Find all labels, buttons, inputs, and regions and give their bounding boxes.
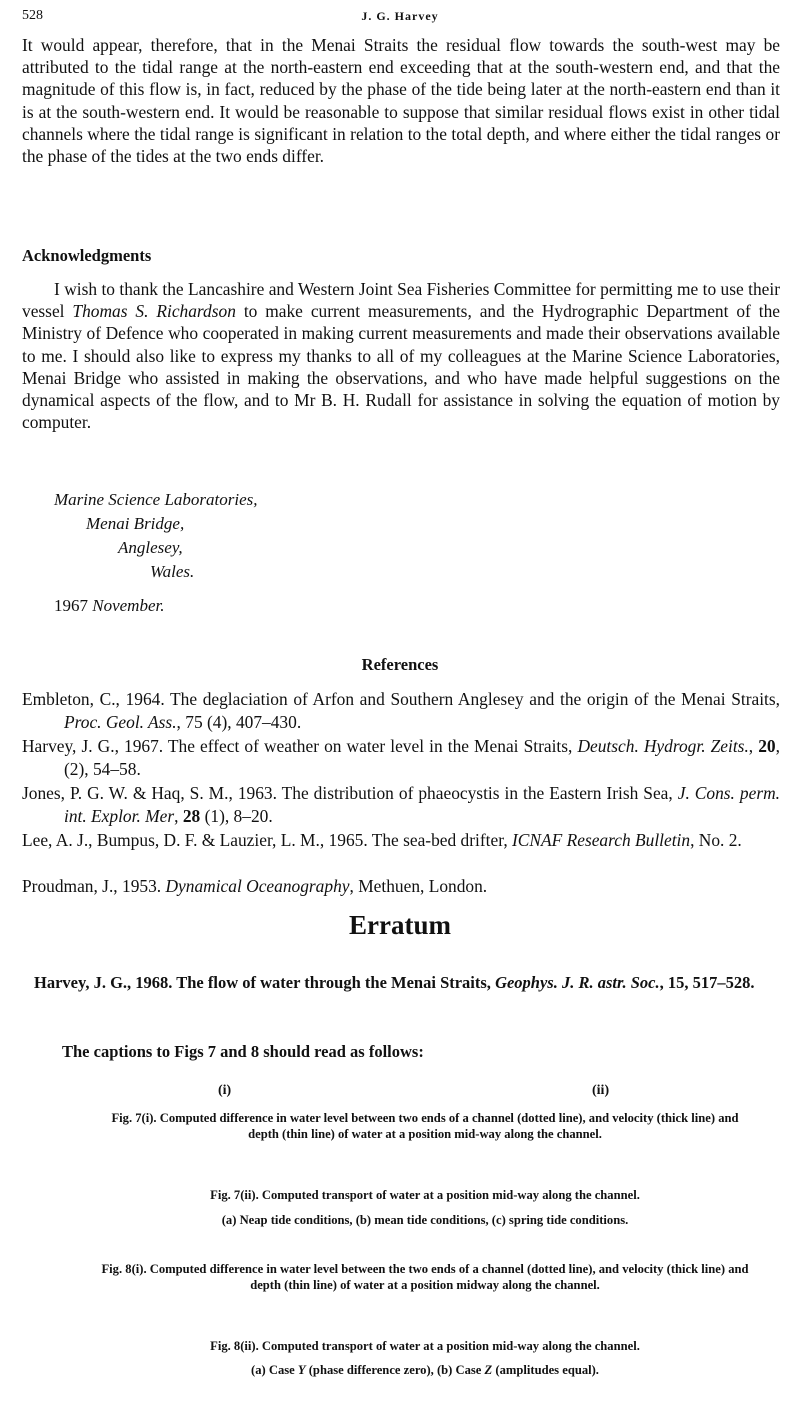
- erratum-heading: Erratum: [349, 910, 451, 940]
- ack-text-1: I wish to thank the Lancashire and Western Joint Sea Fisheries Committee for permitting me to use their vessel: [22, 279, 780, 322]
- caption-fig-7i: Fig. 7(i). Computed difference in water level between two ends of a channel (dotted line), and velocity (thick line) and depth (thin line) of water at a position mid-way along the channel.: [111, 1111, 739, 1141]
- submission-date: [54, 596, 164, 616]
- reference-item: Proudman, J., 1953. Dynamical Oceanography, Methuen, London.: [22, 876, 488, 896]
- page-number: 528: [22, 8, 43, 23]
- running-header: [22, 8, 778, 30]
- address-line-4: Wales.: [150, 562, 195, 581]
- erratum-note: The captions to Figs 7 and 8 should read as follows:: [62, 1042, 424, 1061]
- acknowledgments-heading: Acknowledgments: [22, 246, 152, 265]
- ack-text-2: to make current measurements, and the Hydrographic Department of the Ministry of Defence who cooperated in making current measurements and made their observations available to me. I should also like to express my thanks to all of my colleagues at the Marine Science Laboratories, Menai Bridge who assisted in making the observations, and who have made helpful suggestions on the dynamical aspects of the flow, and to Mr B. H. Rudall for assistance in solving the equation of motion by computer.: [22, 301, 780, 433]
- column-label-i: (i): [218, 1083, 232, 1098]
- date-year: 1967: [54, 596, 88, 615]
- date-month: November.: [92, 596, 165, 615]
- running-title: J. G. Harvey: [361, 9, 439, 23]
- acknowledgments-paragraph: [22, 278, 780, 433]
- reference-item: Jones, P. G. W. & Haq, S. M., 1963. The distribution of phaeocystis in the Eastern Irish Sea, J. Cons. perm. int. Explor. Mer, 28 (1), 8–20.: [22, 783, 780, 826]
- caption-fig-7-conditions: (a) Neap tide conditions, (b) mean tide conditions, (c) spring tide conditions.: [221, 1213, 629, 1227]
- address-line-3: Anglesey,: [118, 538, 183, 557]
- reference-journal: Dynamical Oceanography: [165, 876, 350, 896]
- column-label-ii: (ii): [592, 1083, 610, 1098]
- reference-journal: J. Cons. perm. int. Explor. Mer: [64, 783, 780, 826]
- case-variable: Y: [297, 1363, 306, 1377]
- address-line-1: Marine Science Laboratories,: [54, 490, 258, 509]
- reference-journal: ICNAF Research Bulletin: [512, 830, 691, 850]
- case-variable: Z: [484, 1363, 493, 1377]
- vessel-name: Thomas S. Richardson: [72, 301, 236, 322]
- references-heading: References: [361, 655, 439, 674]
- reference-journal: Deutsch. Hydrogr. Zeits.: [577, 736, 749, 756]
- reference-volume: 20: [758, 736, 776, 756]
- reference-volume: 28: [182, 805, 201, 826]
- reference-item: Embleton, C., 1964. The deglaciation of Arfon and Southern Anglesey and the origin of the Menai Straits, Proc. Geol. Ass., 75 (4), 407–430.: [22, 689, 780, 732]
- caption-fig-7ii: Fig. 7(ii). Computed transport of water at a position mid-way along the channel.: [210, 1188, 640, 1202]
- address-line-2: Menai Bridge,: [86, 514, 185, 533]
- intro-paragraph: It would appear, therefore, that in the Menai Straits the residual flow towards the south-west may be attributed to the tidal range at the north-eastern end exceeding that at the south-western end, and that the magnitude of this flow is, in fact, reduced by the phase of the tide being later at the north-eastern end than it is at the south-western end. It would be reasonable to suppose that similar residual flows exist in other tidal channels where the tidal range is significant in relation to the total depth, and where either the tidal ranges or the phase of the tides at the two ends differ.: [22, 35, 780, 167]
- caption-fig-8ii: Fig. 8(ii). Computed transport of water at a position mid-way along the channel.: [210, 1339, 640, 1353]
- reference-item: Harvey, J. G., 1967. The effect of weather on water level in the Menai Straits, Deutsch. Hydrogr. Zeits., 20, (2), 54–58.: [22, 736, 780, 779]
- erratum-journal: Geophys. J. R. astr. Soc.: [495, 973, 660, 992]
- erratum-volume: 15: [667, 973, 685, 992]
- reference-journal: Proc. Geol. Ass.: [64, 711, 177, 732]
- reference-item: Lee, A. J., Bumpus, D. F. & Lauzier, L. M., 1965. The sea-bed drifter, ICNAF Research Bulletin, No. 2.: [22, 830, 742, 850]
- caption-fig-8-cases: (a) Case Y (phase difference zero), (b) Case Z (amplitudes equal).: [251, 1363, 599, 1377]
- caption-fig-8i: Fig. 8(i). Computed difference in water level between the two ends of a channel (dotted line), and velocity (thick line) and depth (thin line) of water at a position midway along the channel.: [101, 1262, 749, 1292]
- erratum-citation: Harvey, J. G., 1968. The flow of water through the Menai Straits, Geophys. J. R. astr. Soc., 15, 517–528.: [34, 973, 755, 992]
